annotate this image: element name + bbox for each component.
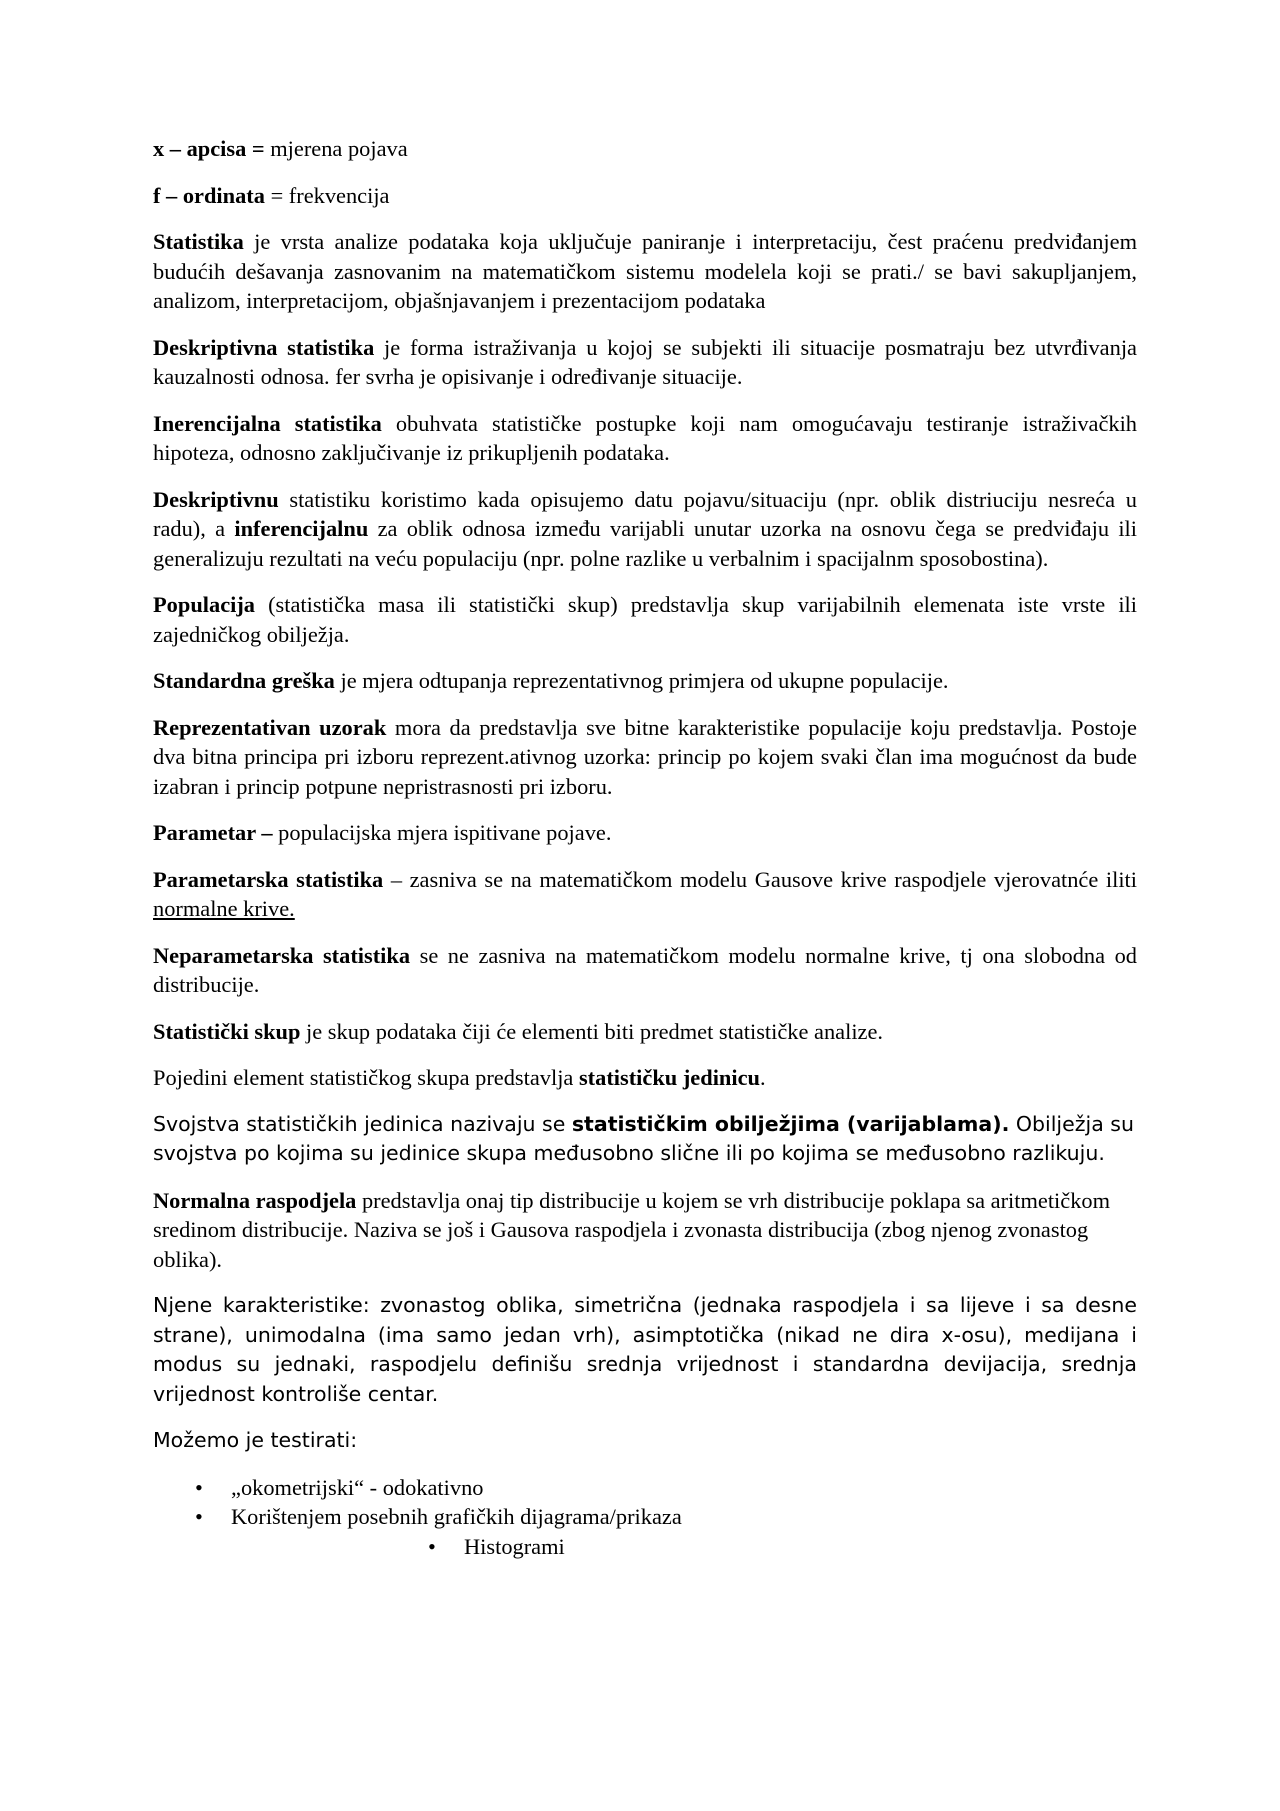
- paragraph-neparametarska-text: se ne zasniva na matematičkom modelu normalne krive, tj ona slobodna od distribucije.: [153, 942, 1137, 997]
- term-inferencijalnu: inferencijalnu: [234, 516, 369, 541]
- document-page: [153, 134, 1137, 1561]
- definition-ordinata-text: = frekvencija: [264, 182, 390, 208]
- paragraph-uzorak-text: mora da predstavlja sve bitne karakteristike populacije koju predstavlja. Postoje dva bitna principa pri izboru reprezent.ativnog uzorka: princip po kojem svaki član ima mogućnost da bude izabran i princip potpune nepristrasnosti pri izboru.: [153, 714, 1137, 799]
- paragraph-populacija: [153, 590, 1137, 649]
- paragraph-populacija-text: (statistička masa ili statistički skup) predstavlja skup varijabilnih elemenata iste vrste ili zajedničkog obilježja.: [153, 592, 1137, 647]
- definition-apcisa-text: mjerena pojava: [264, 136, 408, 161]
- term-normalna: Normalna raspodjela: [153, 1187, 357, 1213]
- paragraph-deskriptivna-text: je forma istraživanja u kojoj se subjekti ili situacije posmatraju bez utvrđivanja kauzalnosti odnosa. fer svrha je opisivanje i određivanje situacije.: [153, 334, 1137, 389]
- bullet-list: [153, 1473, 1137, 1532]
- term-apcisa: x – apcisa =: [153, 136, 265, 161]
- paragraph-obiljezja: [153, 1110, 1137, 1169]
- paragraph-greska: [153, 666, 1137, 696]
- paragraph-testirati: [153, 1426, 1137, 1456]
- term-deskriptivnu: Deskriptivnu: [153, 486, 279, 512]
- paragraph-jedinica-end: .: [759, 1065, 766, 1090]
- paragraph-obiljezja-text-1: Svojstva statističkih jedinica nazivaju se: [153, 1111, 572, 1136]
- term-parametar: Parametar –: [153, 820, 273, 845]
- paragraph-usage-text-1: statistiku koristimo kada opisujemo datu pojavu/situaciju (npr. oblik distriuciju nesreća u radu), a: [153, 486, 1137, 541]
- paragraph-usage: [153, 485, 1137, 574]
- term-neparametarska: Neparametarska statistika: [153, 942, 411, 968]
- paragraph-parametar-text: populacijska mjera ispitivane pojave.: [272, 820, 612, 845]
- paragraph-greska-text: je mjera odtupanja reprezentativnog primjera od ukupne populacije.: [334, 668, 949, 693]
- term-greska: Standardna greška: [153, 668, 335, 693]
- paragraph-neparametarska: [153, 941, 1137, 1000]
- list-item: • „okometrijski“ - odokativno: [153, 1473, 1137, 1503]
- paragraph-parametarska-text: – zasniva se na matematičkom modelu Gausove krive raspodjele vjerovatnće iliti: [383, 866, 1137, 892]
- term-populacija: Populacija: [153, 592, 256, 617]
- term-jedinica: statističku jedinicu: [578, 1065, 760, 1090]
- paragraph-deskriptivna: [153, 333, 1137, 392]
- list-item: • Histogrami: [153, 1532, 1137, 1562]
- paragraph-usage-text-2: za oblik odnosa između varijabli unutar uzorka na osnovu čega se predviđaju ili generalizuju rezultati na veću populaciju (npr. polne razlike u verbalnim i spacijalnm sposobostina).: [153, 516, 1137, 571]
- term-uzorak: Reprezentativan uzorak: [153, 714, 387, 740]
- term-inerencijalna: Inerencijalna statistika: [153, 410, 382, 436]
- sub-bullet-list: [153, 1532, 1137, 1562]
- paragraph-karakteristike: [153, 1291, 1137, 1409]
- paragraph-skup-text: je skup podataka čiji će elementi biti predmet statističke analize.: [300, 1018, 884, 1044]
- paragraph-testirati-text: Možemo je testirati:: [153, 1428, 358, 1452]
- paragraph-skup: [153, 1017, 1137, 1047]
- definition-apcisa: [153, 134, 1137, 164]
- paragraph-normalna-text: predstavlja onaj tip distribucije u kojem se vrh distribucije poklapa sa aritmetičkom sredinom distribucije. Naziva se još i Gausova raspodjela i zvonasta distribucija (zbog njenog zvonastog oblika).: [153, 1187, 1111, 1272]
- link-normalne-krive[interactable]: normalne krive.: [153, 896, 295, 921]
- paragraph-statistika-text: je vrsta analize podataka koja uključuje paniranje i interpretaciju, čest praćenu predviđanjem budućih dešavanja zasnovanim na matematičkom sistemu modelela koji se prati./ se bavi sakupljanjem, analizom, interpretacijom, objašnjavanjem i prezentacijom podataka: [153, 229, 1137, 313]
- paragraph-parametar: [153, 818, 1137, 848]
- term-ordinata: f – ordinata: [153, 182, 265, 208]
- paragraph-jedinica-text: Pojedini element statističkog skupa predstavlja: [153, 1065, 579, 1090]
- paragraph-obiljezja-text-2: Obilježja su svojstva po kojima su jedinice skupa međusobno slične ili po kojima se međusobno razlikuju.: [153, 1111, 1134, 1165]
- term-skup: Statistički skup: [153, 1018, 301, 1044]
- list-item: • Korištenjem posebnih grafičkih dijagrama/prikaza: [153, 1502, 1137, 1532]
- paragraph-jedinica: [153, 1063, 1137, 1093]
- term-obiljezja: statističkim obilježjima (varijablama).: [571, 1111, 1010, 1136]
- term-statistika: Statistika: [153, 229, 244, 254]
- term-deskriptivna: Deskriptivna statistika: [153, 334, 375, 360]
- paragraph-inerencijalna: [153, 409, 1137, 468]
- paragraph-karakteristike-text: Njene karakteristike: zvonastog oblika, simetrična (jednaka raspodjela i sa lijeve i sa desne strane), unimodalna (ima samo jedan vrh), asimptotička (nikad ne dira x-osu), medijana i modus su jednaki, raspodjelu definišu srednja vrijednost i standardna devijacija, srednja vrijednost kontroliše centar.: [153, 1293, 1137, 1406]
- paragraph-statistika: [153, 227, 1137, 316]
- paragraph-normalna: [153, 1186, 1137, 1275]
- paragraph-inerencijalna-text: obuhvata statističke postupke koji nam omogućavaju testiranje istraživačkih hipoteza, odnosno zaključivanje iz prikupljenih podataka.: [153, 410, 1138, 465]
- term-parametarska: Parametarska statistika: [153, 866, 384, 892]
- paragraph-parametarska: [153, 865, 1137, 924]
- paragraph-uzorak: [153, 713, 1137, 802]
- definition-ordinata: [153, 181, 1137, 211]
